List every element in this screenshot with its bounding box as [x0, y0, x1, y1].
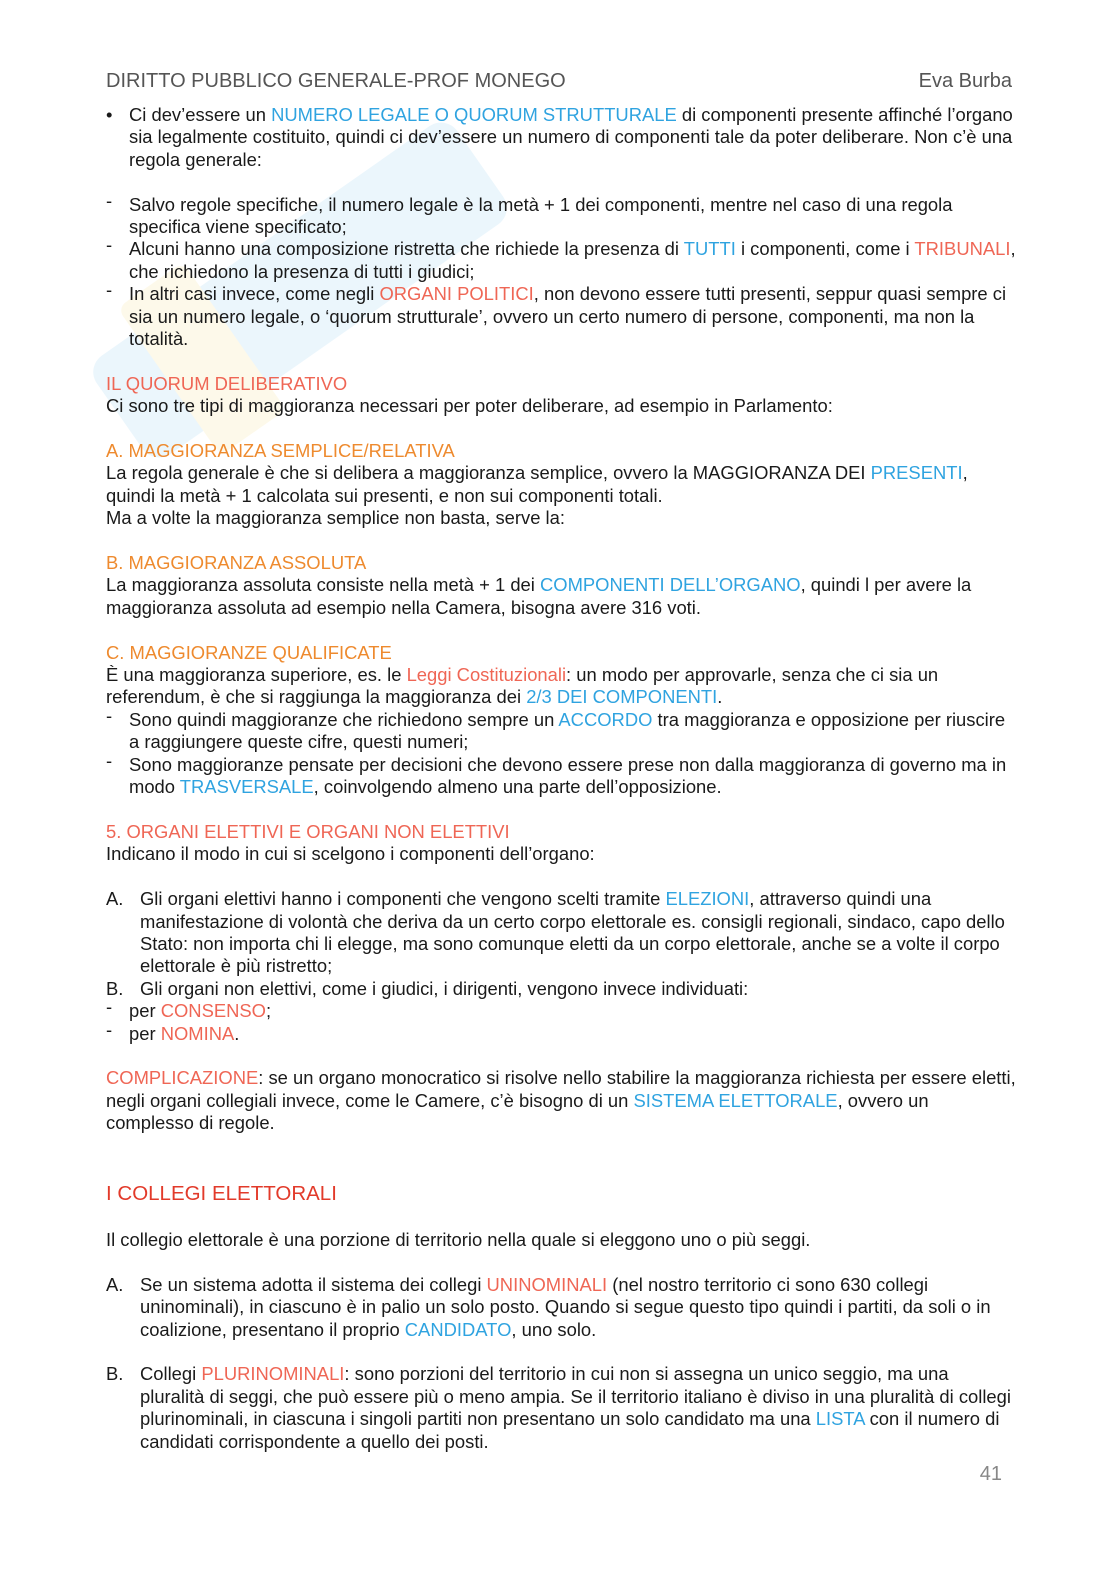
dash-mark: - — [106, 189, 113, 211]
section-title: I COLLEGI ELETTORALI — [106, 1181, 337, 1205]
page-header — [106, 68, 1012, 94]
paragraph — [106, 462, 1016, 507]
highlight-term: TRIBUNALI — [914, 238, 1011, 260]
text-run: , uno solo. — [511, 1318, 597, 1340]
text-run: , quindi l per avere la maggioranza assoluta ad esempio nella Camera, bisogna avere 316 voti. — [106, 574, 972, 618]
text-run: Salvo regole specifiche, il numero legale è la metà + 1 dei componenti, mentre nel caso di una regola specifica viene specificato; — [129, 193, 953, 238]
highlight-term: PLURINOMINALI — [201, 1363, 345, 1385]
dash-mark: - — [106, 234, 113, 256]
highlight-term: Leggi Costituzionali — [406, 664, 567, 686]
text-run: , quindi la metà + 1 calcolata sui presenti, e non sui componenti totali. — [106, 462, 968, 506]
highlight-term: COMPONENTI DELL’ORGANO — [539, 574, 801, 596]
highlight-term: UNINOMINALI — [486, 1273, 608, 1295]
highlight-term: TRASVERSALE — [179, 776, 314, 798]
text-run: , che richiedono la presenza di tutti i giudici; — [129, 238, 1016, 282]
text-run: con il numero di candidati corrispondente a quello dei posti. — [140, 1408, 1000, 1452]
paragraph: Ma a volte la maggioranza semplice non basta, serve la: — [106, 507, 565, 529]
text-run: ; — [265, 1000, 272, 1022]
lettered-item — [106, 1274, 1016, 1341]
paragraph: Indicano il modo in cui si scelgono i componenti dell’organo: — [106, 843, 595, 865]
text-run: per — [129, 1000, 161, 1022]
highlight-term: ORGANI POLITICI — [379, 283, 534, 305]
text-run: , ovvero un complesso di regole. — [106, 1089, 929, 1134]
text-run: . — [717, 686, 723, 708]
text-run: Sono maggioranze pensate per decisioni che devono essere prese non dalla maggioranza di governo ma in modo — [129, 753, 1007, 798]
highlight-term: 2/3 DEI COMPONENTI — [526, 686, 718, 708]
section-heading: 5. ORGANI ELETTIVI E ORGANI NON ELETTIVI — [106, 820, 510, 842]
page-content — [106, 104, 1016, 1453]
highlight-term: SISTEMA ELETTORALE — [633, 1089, 838, 1111]
list-item — [106, 704, 1016, 754]
highlight-term: LISTA — [815, 1408, 865, 1430]
text-run: La maggioranza assoluta consiste nella metà + 1 dei — [106, 574, 540, 596]
highlight-term: TUTTI — [683, 238, 736, 260]
text-run: i componenti, come i — [735, 238, 915, 260]
text-run: : un modo per approvarle, senza che ci sia un referendum, è che si raggiunga la maggioranza dei — [106, 664, 939, 708]
dash-mark: - — [106, 704, 113, 726]
text-run: tra maggioranza e opposizione per riuscire a raggiungere queste cifre, questi numeri; — [129, 708, 1006, 753]
dash-mark: - — [106, 279, 113, 301]
list-item — [106, 749, 1016, 799]
text-run: , coinvolgendo almeno una parte dell’opposizione. — [313, 776, 722, 798]
text-run: , attraverso quindi una manifestazione di volontà che deriva da un certo corpo elettorale es. consigli regionali, sindaco, capo dello Stato: non importa chi li elegge, ma sono comunque eletti da un corpo elettorale, anche se a volte il corpo elettorale è più ristretto; — [140, 888, 1005, 977]
highlight-term: NOMINA — [160, 1022, 235, 1044]
document-title: DIRITTO PUBBLICO GENERALE-PROF MONEGO — [106, 70, 566, 92]
dash-mark: - — [106, 1018, 113, 1040]
list-item — [106, 996, 1016, 1022]
text-run: Alcuni hanno una composizione ristretta che richiede la presenza di — [129, 238, 684, 260]
text-run: È una maggioranza superiore, es. le — [106, 664, 407, 686]
text-run: Gli organi elettivi hanno i componenti che vengono scelti tramite — [140, 888, 666, 910]
bullet-mark: • — [106, 104, 113, 125]
letter-mark: A. — [106, 888, 124, 910]
text-run: : sono porzioni del territorio in cui non si assegna un unico seggio, ma una pluralità di seggi, che può essere più o meno ampia. Se il territorio italiano è diviso in una pluralità di collegi plurinominali, in ciascuna i singoli partiti non presentano un solo candidato ma una — [140, 1363, 1011, 1430]
text-run: (nel nostro territorio ci sono 630 collegi uninominali), in ciascuno è in palio un solo posto. Quando si segue questo tipo quindi i partiti, da soli o in coalizione, presentano il proprio — [140, 1273, 991, 1340]
text-run: Collegi — [140, 1363, 202, 1385]
highlight-term: NUMERO LEGALE O QUORUM STRUTTURALE — [271, 104, 677, 125]
text-run: Gli organi non elettivi, come i giudici, i dirigenti, vengono invece individuati: — [140, 977, 749, 999]
list-item — [106, 1018, 1016, 1045]
highlight-term: ELEZIONI — [665, 888, 750, 910]
text-run: : se un organo monocratico si risolve nello stabilire la maggioranza richiesta per essere eletti, negli organi collegiali invece, come le Camere, c’è bisogno di un — [106, 1067, 1016, 1111]
highlight-term: CONSENSO — [160, 1000, 266, 1022]
section-heading: IL QUORUM DELIBERATIVO — [106, 372, 348, 394]
paragraph — [106, 1067, 1016, 1134]
text-run: per — [129, 1022, 161, 1044]
paragraph: Ci sono tre tipi di maggioranza necessari per poter deliberare, ad esempio in Parlamento: — [106, 395, 833, 417]
lettered-item — [106, 888, 1016, 978]
text-run: . — [234, 1022, 240, 1044]
author-name: Eva Burba — [918, 70, 1012, 92]
paragraph — [106, 664, 1016, 709]
section-heading: C. MAGGIORANZE QUALIFICATE — [106, 641, 392, 663]
section-heading: A. MAGGIORANZA SEMPLICE/RELATIVA — [106, 440, 455, 462]
lettered-item — [106, 978, 1016, 1000]
highlight-term: ACCORDO — [558, 708, 653, 730]
text-run: , non devono essere tutti presenti, seppur quasi sempre ci sia un numero legale, o ‘quorum strutturale’, ovvero un certo numero di persone, componenti, ma non la totalità. — [129, 283, 1007, 350]
section-heading: B. MAGGIORANZA ASSOLUTA — [106, 552, 367, 574]
text-run: Se un sistema adotta il sistema dei collegi — [140, 1273, 487, 1295]
highlight-term: CANDIDATO — [404, 1318, 512, 1340]
list-item — [106, 279, 1016, 350]
dash-mark: - — [106, 749, 113, 771]
dash-mark: - — [106, 996, 113, 1018]
list-item — [106, 234, 1016, 283]
letter-mark: B. — [106, 977, 124, 999]
text-run: Ci dev’essere un — [129, 104, 272, 125]
text-run: La regola generale è che si delibera a maggioranza semplice, ovvero la MAGGIORANZA DEI — [106, 462, 871, 484]
page-number: 41 — [979, 1463, 1002, 1485]
text-run: di componenti presente affinché l’organo sia legalmente costituito, quindi ci dev’essere un numero di componenti tale da poter deliberare. Non c’è una regola generale: — [129, 104, 1013, 170]
letter-mark: B. — [106, 1363, 124, 1385]
text-run: In altri casi invece, come negli — [129, 283, 380, 305]
highlight-term: COMPLICAZIONE — [106, 1067, 259, 1089]
paragraph: Il collegio elettorale è una porzione di territorio nella quale si eleggono uno o più seggi. — [106, 1228, 811, 1250]
list-item — [106, 189, 1016, 239]
text-run: Sono quindi maggioranze che richiedono sempre un — [129, 708, 559, 730]
lettered-item — [106, 1363, 1016, 1453]
paragraph — [106, 574, 1016, 619]
letter-mark: A. — [106, 1273, 124, 1295]
intro-bullet — [106, 104, 1016, 171]
highlight-term: PRESENTI — [870, 462, 963, 484]
